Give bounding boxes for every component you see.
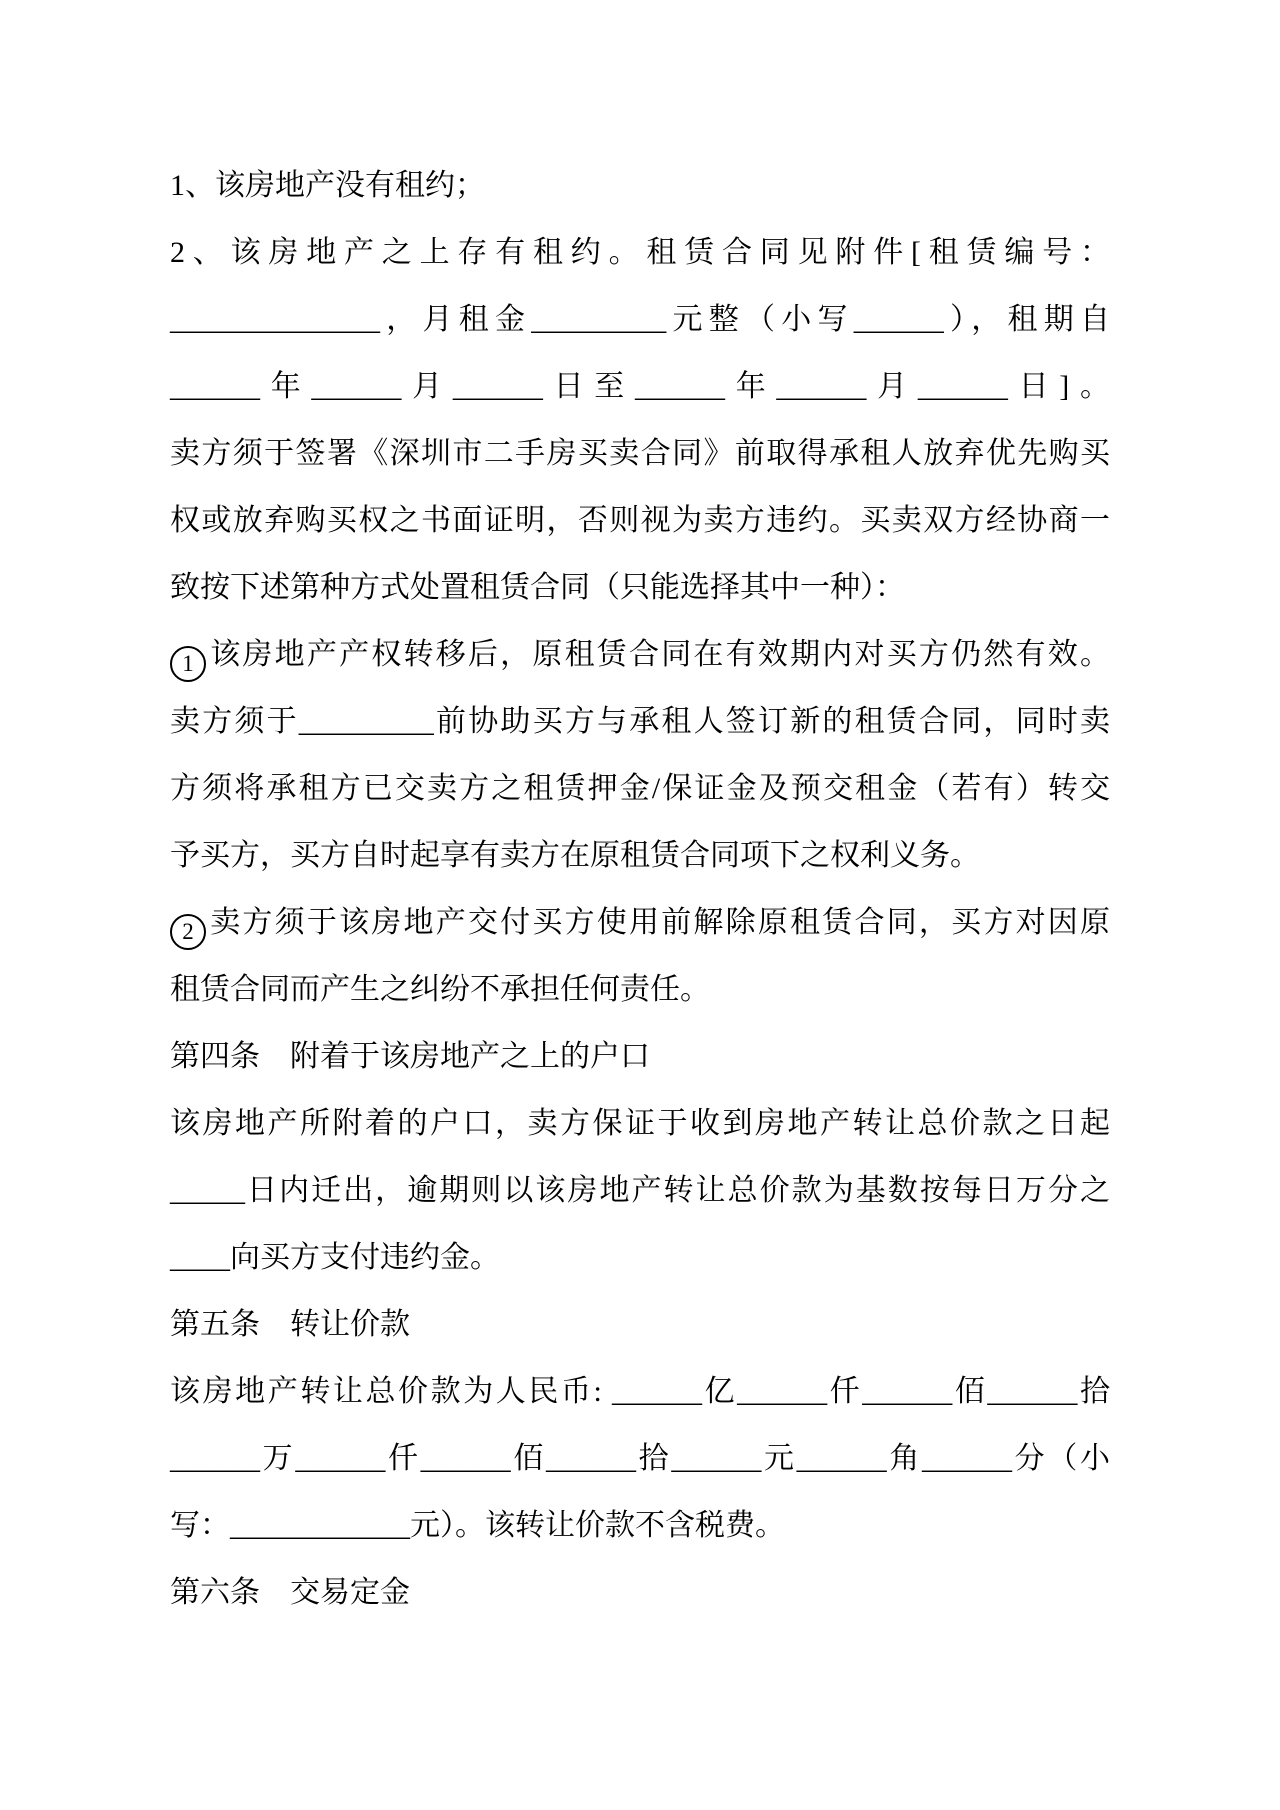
article-5-heading (170, 1291, 1110, 1358)
lease-option-1-line (170, 688, 1110, 755)
lease-option-1-line (170, 621, 1110, 688)
clause-option-no-lease (170, 152, 1110, 219)
line-text: 予买方，买方自时起享有卖方在原租赁合同项下之权利义务。 (170, 839, 980, 872)
heading-text: 第五条 转让价款 (170, 1308, 410, 1341)
line-text: _____日内迁出，逾期则以该房地产转让总价款为基数按每日万分之 (170, 1174, 1110, 1207)
line-text: ______________，月租金_________元整（小写______），租期自 (170, 303, 1110, 336)
line-text: 租赁合同而产生之纠纷不承担任何责任。 (170, 973, 710, 1006)
line-text: 1、该房地产没有租约； (170, 169, 485, 202)
line-text: 卖方须于该房地产交付买方使用前解除原租赁合同，买方对因原 (208, 906, 1110, 939)
heading-text: 第六条 交易定金 (170, 1576, 410, 1609)
line-text: 2、该房地产之上存有租约。租赁合同见附件[租赁编号： (170, 236, 1110, 269)
article-4-heading (170, 1023, 1110, 1090)
clause-option-has-lease (170, 219, 1110, 286)
line-text: 卖方须于签署《深圳市二手房买卖合同》前取得承租人放弃优先购买 (170, 437, 1110, 470)
lease-number-rent-blank-line (170, 286, 1110, 353)
circled-number-2: 2 (170, 914, 206, 950)
household-registration-line (170, 1157, 1110, 1224)
article-6-heading (170, 1559, 1110, 1626)
lease-handling-intro-line (170, 554, 1110, 621)
transfer-price-blank-line (170, 1425, 1110, 1492)
line-text: ____向买方支付违约金。 (170, 1241, 500, 1274)
lease-option-2-line (170, 889, 1110, 956)
lease-option-1-line (170, 822, 1110, 889)
household-registration-line (170, 1224, 1110, 1291)
line-text: ______万______仟______佰______拾______元______角______分（小 (170, 1442, 1110, 1475)
transfer-price-blank-line (170, 1492, 1110, 1559)
seller-obligation-line (170, 420, 1110, 487)
line-text: 写：____________元）。该转让价款不含税费。 (170, 1509, 785, 1542)
lease-option-2-line (170, 956, 1110, 1023)
heading-text: 第四条 附着于该房地产之上的户口 (170, 1040, 650, 1073)
line-text: 卖方须于_________前协助买方与承租人签订新的租赁合同，同时卖 (170, 705, 1110, 738)
circled-number-1: 1 (170, 646, 206, 682)
household-registration-line (170, 1090, 1110, 1157)
lease-option-1-line (170, 755, 1110, 822)
contract-page-body (170, 152, 1110, 1626)
transfer-price-blank-line (170, 1358, 1110, 1425)
lease-term-date-blank-line (170, 353, 1110, 420)
line-text: 该房地产转让总价款为人民币: ______亿______仟______佰______拾 (170, 1375, 1110, 1408)
line-text: 权或放弃购买权之书面证明，否则视为卖方违约。买卖双方经协商一 (170, 504, 1110, 537)
line-text: 方须将承租方已交卖方之租赁押金/保证金及预交租金（若有）转交 (170, 772, 1110, 805)
seller-obligation-line (170, 487, 1110, 554)
line-text: 该房地产所附着的户口，卖方保证于收到房地产转让总价款之日起 (170, 1107, 1110, 1140)
line-text: 致按下述第种方式处置租赁合同（只能选择其中一种）： (170, 571, 905, 604)
line-text: 该房地产产权转移后，原租赁合同在有效期内对买方仍然有效。 (208, 638, 1110, 671)
line-text: ______年______月______日至______年______月______日]。 (170, 370, 1110, 403)
